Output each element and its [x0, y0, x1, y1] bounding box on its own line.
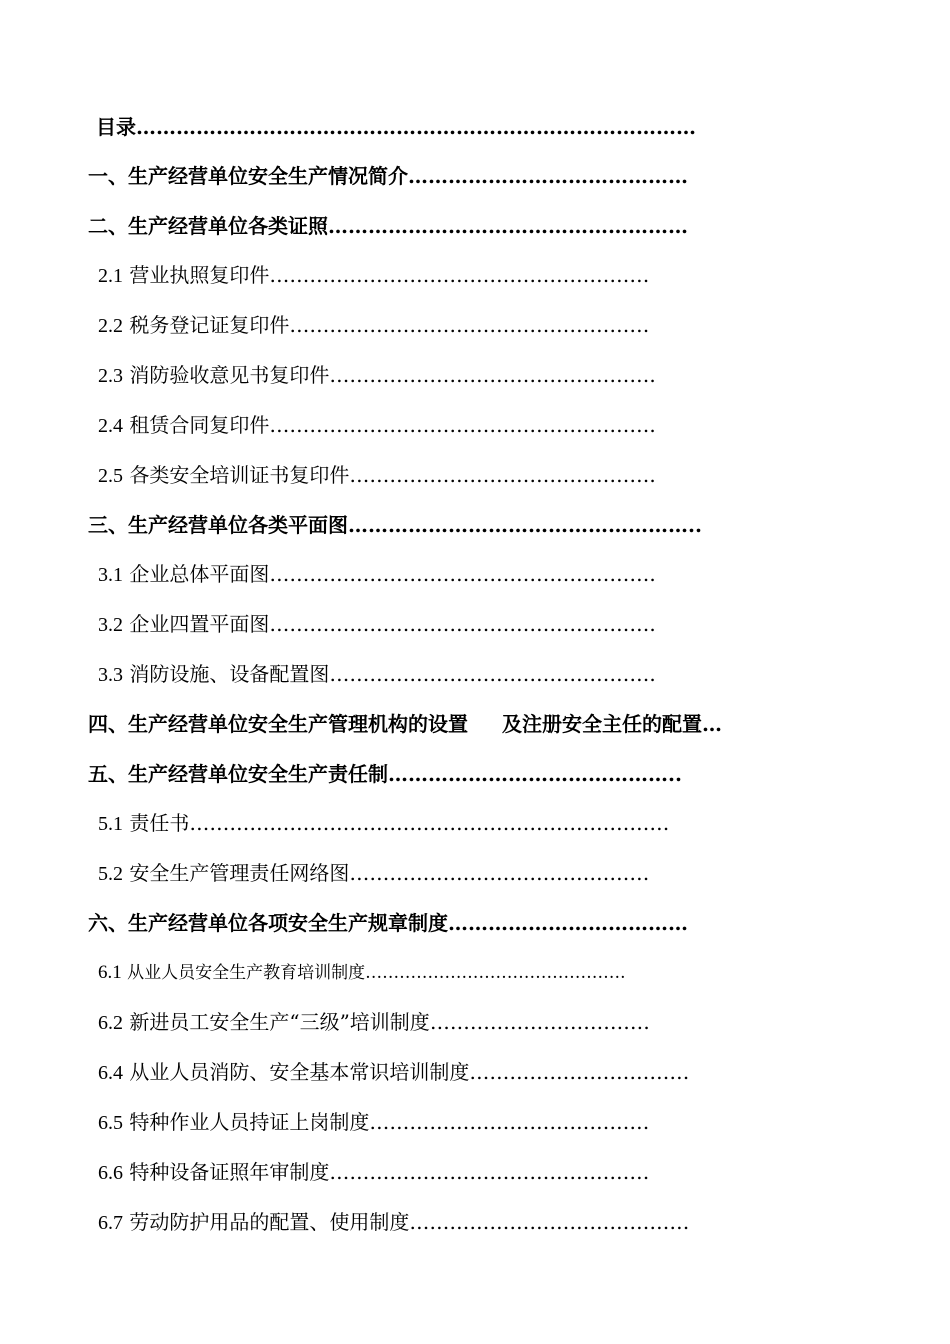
toc-leader: ………………………………………….	[329, 363, 656, 387]
toc-entry-label: 劳动防护用品的配置、使用制度	[129, 1210, 410, 1234]
toc-entry-label: 各类安全培训证书复印件	[129, 463, 350, 487]
toc-entry-6-5[interactable]	[98, 1109, 649, 1135]
toc-entry-6-1[interactable]	[98, 960, 626, 986]
toc-leader: ……………………………	[429, 1010, 650, 1034]
toc-leader: …………………………………………	[329, 1160, 650, 1184]
toc-entry-label: 五、生产经营单位安全生产责任制	[88, 762, 388, 786]
toc-entry-2-3[interactable]	[98, 362, 656, 388]
toc-entry-label: 一、生产经营单位安全生产情况简介	[88, 164, 408, 188]
toc-entry-number: 6.7	[98, 1212, 123, 1234]
toc-leader: ………………………………………………	[289, 313, 650, 337]
toc-leader: ………………………………………….	[329, 662, 656, 686]
toc-leader: ………………………………………	[349, 861, 650, 885]
toc-entry-number: 5.2	[98, 863, 123, 885]
toc-entry-section-5[interactable]	[88, 761, 682, 787]
toc-entry-label: 责任书	[129, 811, 190, 835]
toc-entry-3-3[interactable]	[98, 661, 656, 687]
toc-entry-3-2[interactable]	[98, 611, 656, 637]
toc-entry-2-5[interactable]	[98, 462, 656, 488]
toc-entry-label: 特种作业人员持证上岗制度	[129, 1110, 370, 1134]
toc-heading-label: 目录	[96, 115, 136, 139]
toc-entry-label: 新进员工安全生产“三级”培训制度	[129, 1010, 430, 1034]
toc-leader: ……………………………………..	[388, 762, 682, 786]
toc-entry-3-1[interactable]	[98, 561, 656, 587]
toc-leader: …………………………………………………	[269, 263, 650, 287]
toc-entry-section-3[interactable]	[88, 512, 702, 538]
toc-entry-label: 安全生产管理责任网络图	[129, 861, 350, 885]
toc-entry-6-4[interactable]	[98, 1059, 689, 1085]
toc-entry-number: 6.2	[98, 1012, 123, 1034]
toc-leader: ………………………………………………….	[269, 413, 656, 437]
toc-entry-6-2[interactable]	[98, 1009, 650, 1035]
toc-leader: ……………………………………….	[349, 463, 656, 487]
toc-leader: ……………………………………	[369, 1110, 650, 1134]
toc-entry-label: 企业四置平面图	[129, 612, 270, 636]
toc-entry-label-continued: 及注册安全主任的配置…	[502, 712, 722, 736]
toc-entry-label: 三、生产经营单位各类平面图	[88, 513, 348, 537]
toc-entry-number: 6.6	[98, 1162, 123, 1184]
toc-leader: ………………………………	[448, 911, 688, 935]
toc-leader: ………………………………………………….	[269, 612, 656, 636]
toc-leader: ……………………………………….	[365, 963, 626, 983]
toc-entry-number: 2.4	[98, 415, 123, 437]
toc-leader: ………………………………………………….	[269, 562, 656, 586]
toc-leader: ……………………………………………..	[348, 513, 702, 537]
toc-entry-label: 从业人员消防、安全基本常识培训制度	[129, 1060, 470, 1084]
toc-entry-6-6[interactable]	[98, 1159, 649, 1185]
toc-entry-label: 租赁合同复印件	[129, 413, 270, 437]
toc-entry-5-2[interactable]	[98, 860, 649, 886]
toc-entry-2-4[interactable]	[98, 412, 656, 438]
toc-entry-number: 6.4	[98, 1062, 123, 1084]
toc-entry-label: 特种设备证照年审制度	[129, 1160, 330, 1184]
toc-entry-6-7[interactable]	[98, 1209, 689, 1235]
toc-entry-label: 四、生产经营单位安全生产管理机构的设置	[88, 712, 468, 736]
toc-leader: ………………………………………………………………	[189, 811, 670, 835]
toc-entry-2-1[interactable]	[98, 262, 649, 288]
toc-entry-5-1[interactable]	[98, 810, 669, 836]
toc-entry-number: 3.1	[98, 564, 123, 586]
toc-entry-number: 2.5	[98, 465, 123, 487]
toc-entry-label: 税务登记证复印件	[129, 313, 290, 337]
toc-entry-number: 6.1	[98, 962, 122, 983]
toc-entry-label: 从业人员安全生产教育培训制度	[127, 963, 366, 983]
toc-entry-number: 6.5	[98, 1112, 123, 1134]
toc-entry-2-2[interactable]	[98, 312, 649, 338]
toc-entry-label: 六、生产经营单位各项安全生产规章制度	[88, 911, 448, 935]
toc-entry-number: 5.1	[98, 813, 123, 835]
toc-entry-number: 3.2	[98, 614, 123, 636]
toc-entry-section-4[interactable]	[88, 711, 722, 737]
toc-entry-section-6[interactable]	[88, 910, 688, 936]
toc-entry-section-2[interactable]	[88, 213, 688, 239]
toc-leader: ……………………………………	[409, 1210, 690, 1234]
toc-leader: …………………………………………………………………………	[136, 115, 696, 139]
toc-entry-number: 3.3	[98, 664, 123, 686]
toc-entry-section-1[interactable]	[88, 163, 688, 189]
toc-entry-number: 2.2	[98, 315, 123, 337]
toc-leader: ……………………………………	[408, 164, 688, 188]
toc-entry-label: 企业总体平面图	[129, 562, 270, 586]
toc-entry-label: 消防设施、设备配置图	[129, 662, 330, 686]
toc-entry-label: 二、生产经营单位各类证照	[88, 214, 328, 238]
toc-entry-label: 消防验收意见书复印件	[129, 363, 330, 387]
toc-entry-number: 2.1	[98, 265, 123, 287]
toc-entry-number: 2.3	[98, 365, 123, 387]
toc-leader: ………………………………………………	[328, 214, 688, 238]
toc-heading	[96, 114, 696, 140]
toc-leader: ……………………………	[469, 1060, 690, 1084]
toc-entry-label: 营业执照复印件	[129, 263, 270, 287]
